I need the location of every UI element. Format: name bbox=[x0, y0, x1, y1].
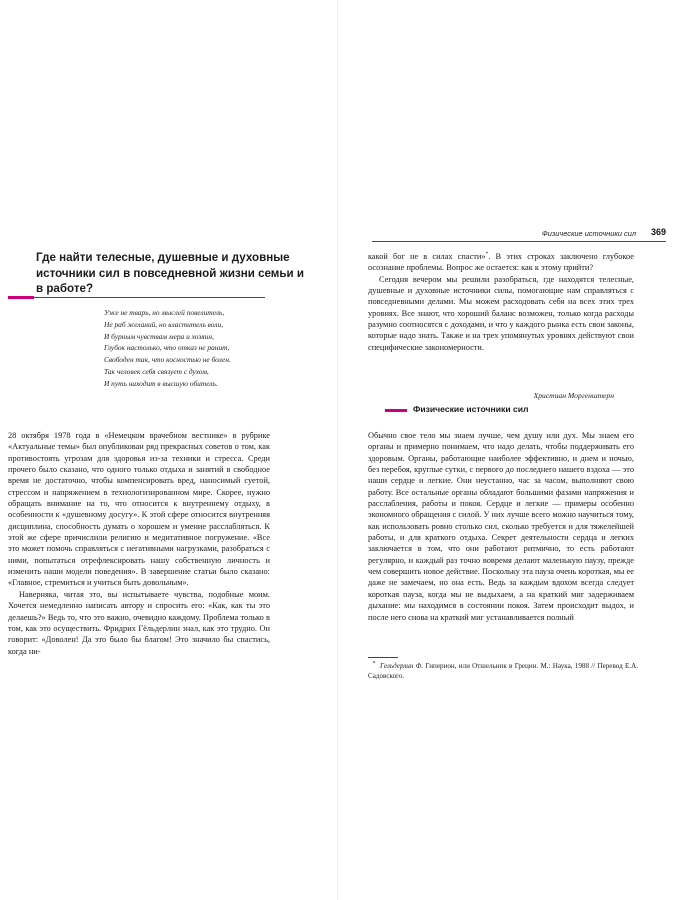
heading-rule bbox=[8, 297, 265, 298]
epigraph-line: Так человек себя связует с духом, bbox=[104, 366, 209, 376]
epigraph-line: Уже не тварь, но мыслей повелитель, bbox=[104, 308, 225, 317]
body-paragraph: Обычно свое тело мы знаем лучше, чем душу или дух. Мы знаем его органы и примерно понимаем, что надо делать, чтобы поддерживать его здоровым. Органы, работающие наиболее эффективно, и днем и ночью, без перебоя, круглые сутки, с первого до последнего нашего вздоха — это наши сердце и легкие. Они неустанно, час за часом, выполняют свою работу. Все остальные органы обладают большими фазами напряжения и расслабления, работы и покоя. Сердце и легкие — примеры особенно экономного обращения с силой. У них лучше всего можно научиться тому, как использовать ровно столько сил, сколько требуется и для тяжелейшей работы, и для краткого отдыха. Секрет деятельности сердца и легких заключается в том, что они работают ритмично, то есть работают регулярно, и каждый раз точно вовремя делают маленькую паузу, прежде чем совершить новое действие. Поскольку эта пауза очень короткая, мы ее даже не замечаем, но она есть. Ведь за каждым вдохом всегда следует короткая пауза, когда мы не выдыхаем, а на краткий миг задерживаем дыхание: мы находимся в состоянии покоя. Затем происходит выдох, и после него снова на краткий миг устанавливается полный bbox=[368, 431, 634, 622]
epigraph-line: Глубок настолько, что отказ не ранит, bbox=[104, 343, 230, 353]
footnote-reference[interactable]: * bbox=[485, 251, 489, 258]
page-number: 369 bbox=[650, 227, 666, 237]
footnote-rule bbox=[368, 657, 398, 658]
section-title: Физические источники сил bbox=[413, 404, 529, 414]
epigraph-line: Не раб желаний, но властитель воли, bbox=[104, 319, 224, 329]
body-paragraph bbox=[368, 251, 634, 274]
body-paragraph: 28 октября 1978 года в «Немецком врачебном вестнике» в рубрике «Актуальные темы» был опубликован ряд прекрасных советов о том, как противостоять угрозам для здоровья из-за техники и стресса. Среди прочего было сказано, что одного только отдыха и занятий в свободное время не достаточно, чтобы компенсировать вред, наносимый суетой, стрессом и напряжением в технологизированном мире. Скорее, нужно обращать внимание на то, что относится к внутреннему отдыху, в особенности к «душевному досугу». К этой сфере относится внутренняя дисциплина, способность думать о хорошем и умение расслабляться. К этой же сфере причислили религию и медитативное погружение. «Все это может помочь справляться с негативными нагрузками, разобраться с ними, попытаться отрефлексировать нашу собственную личность и изменить наши модели поведения». В завершение статьи было сказано: «Главное, стремиться и учиться быть довольным». bbox=[8, 431, 270, 588]
right-body-text-top bbox=[368, 251, 634, 353]
section-accent-bar bbox=[385, 409, 407, 412]
epigraph bbox=[104, 307, 274, 390]
epigraph-line: Свободен так, что косностью не болен. bbox=[104, 355, 231, 365]
epigraph-line: И путь находит в высшую обитель. bbox=[104, 378, 218, 388]
body-paragraph: Сегодня вечером мы решили разобраться, где находятся телесные, душевные и духовные источники силы, помогающие нам справляться с повседневными делами. Мы можем расходовать себя на всех этих трех уровнях. Все знают, что хороший баланс возможен, только когда расходы разумно соотносятся с доходами, и что у каждого рынка есть свои законы, которые надо знать. Также и на трех упомянутых уровнях действуют свои специфические закономерности. bbox=[368, 274, 634, 352]
running-title: Физические источники сил bbox=[541, 229, 636, 238]
body-paragraph: Наверняка, читая это, вы испытываете чувства, подобные моим. Хочется немедленно написать автору и спросить его: «Как, как ты это делаешь?» Ведь то, что это важно, очевидно каждому. Проблема только в том, как это осуществить. Фридрих Гёльдерлин знал, как это трудно. Он говорит: «Доволен! Да это было бы благом! Это значило бы спастись, когда ни- bbox=[8, 589, 270, 656]
footnote: * Гельдерлин Ф. Гиперион, или Отшельник в Греции. М.: Наука, 1988 // Перевод Е.А. Садовского. bbox=[368, 660, 638, 681]
footnote-author: Гельдерлин Ф. bbox=[380, 662, 424, 670]
epigraph-author: Христиан Моргенштерн bbox=[533, 391, 614, 400]
epigraph-line: И бурным чувствам мера и хозяин, bbox=[104, 331, 214, 341]
right-body-text-section bbox=[368, 430, 634, 623]
chapter-heading: Где найти телесные, душевные и духовные источники сил в повседневной жизни семьи и в работе? bbox=[36, 251, 304, 295]
left-body-text bbox=[8, 430, 270, 657]
text-run: какой бог не в силах спасти» bbox=[368, 252, 486, 261]
running-head-rule bbox=[372, 241, 666, 242]
heading-accent-bar bbox=[8, 296, 34, 299]
footnote-text: Гиперион, или Отшельник в Греции. М.: Наука, 1988 // Перевод Е.А. Садовского. bbox=[368, 662, 638, 681]
text-run: . В этих строках заключено глубокое осознание проблемы. Вопрос же остается: как к этому прийти? bbox=[368, 252, 634, 273]
